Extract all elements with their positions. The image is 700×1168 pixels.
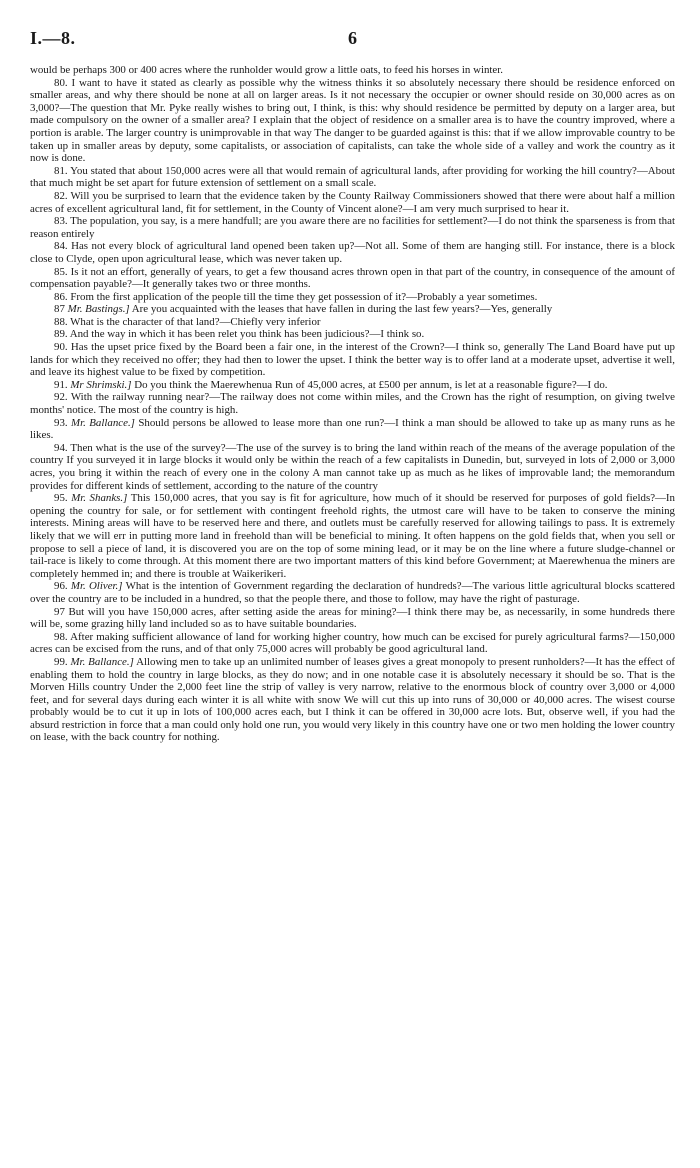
paragraph-text: After making sufficient allowance of land for working higher country, how much can be excised for purely agricultural farms?—150,000 acres can be excised from the runs, and of that only 75,000 acres will probably be good agricultural land. [30, 630, 675, 656]
paragraph-text: The population, you say, is a mere handfull; are you aware there are no facilities for settlement?—I do not think the sparseness is from that reason entirely [30, 215, 675, 240]
speaker-name: Mr. Shanks.] [71, 492, 128, 505]
question-paragraph [30, 606, 675, 631]
paragraph-text: From the first application of the people till the time they get possession of it?—Probably a year sometimes. [70, 290, 538, 303]
question-paragraph [30, 165, 675, 190]
question-number: 87 [54, 303, 65, 316]
question-number: 82. [54, 189, 68, 202]
document-body [30, 64, 675, 744]
paragraph-text: Will you be surprised to learn that the evidence taken by the County Railway Commissioners showed that there were about half a million acres of excellent agricultural land, fit for settlement, in the County of Vincent alone?—I am very much surprised to hear it. [30, 189, 676, 215]
speaker-name: Mr. Bastings.] [67, 303, 130, 316]
question-paragraph [30, 391, 675, 416]
continued-paragraph [30, 64, 675, 77]
paragraph-text: Then what is the use of the survey?—The use of the survey is to bring the land within reach of the means of the average population of the country If you surveyed it in large blocks it would only be within the reach of a few capitalists in Dunedin, but, surveyed in lots of 2,000 or 3,000 acres, you bring it within the reach of every one in the colony A man cannot take up as much as he likes of improvable land; the memorandum provides for different kinds of settlement, according to the nature of the country [30, 441, 675, 492]
question-paragraph [30, 77, 675, 165]
paragraph-text: Should persons be allowed to lease more than one run?—I think a man should be allowed to take up as many runs as he likes. [30, 416, 675, 442]
question-number: 88. [54, 315, 68, 328]
paragraph-text: With the railway running near?—The railway does not come within miles, and the Crown has the right of resumption, on giving twelve months' notice. The most of the country is high. [30, 391, 675, 417]
question-paragraph [30, 215, 675, 240]
paragraph-text: Has the upset price fixed by the Board been a fair one, in the interest of the Crown?—I think so, generally The Land Board have put up lands for which they received no offer; they had then to lower the upset. I think the better way is to offer land at a moderate upset, advertise it well, and leave its highest value to be fixed by competition. [30, 341, 676, 379]
question-number: 81. [54, 164, 68, 177]
paragraph-text: would be perhaps 300 or 400 acres where the runholder would grow a little oats, to feed his horses in winter. [30, 64, 504, 76]
question-number: 93. [54, 416, 68, 429]
question-number: 94. [54, 441, 68, 454]
question-number: 83. [54, 215, 68, 228]
question-number: 92. [54, 391, 68, 404]
question-number: 89. [54, 328, 68, 341]
question-paragraph [30, 417, 675, 442]
paragraph-text: Allowing men to take up an unlimited number of leases gives a great monopoly to present runholders?—It has the effect of enabling them to hold the country in large blocks, as they do now; and in one notable case it is absolutely necessary it should be so. That is the Morven Hills country Under the 2,000 feet line the strip of valley is very narrow, relative to the enormous block of country over 3,000 or 4,000 feet, and for several days during each winter it is all white with snow We will cut this up into runs of 30,000 or 40,000 acres. The wisest course probably would be to cut it up in lots of 100,000 acres each, but I think it can be offered in 30,000 acre lots. But, observe well, if you had the absurd restriction in force that a man could only hold one run, you would very likely in this country have one or two men holding the lower country on lease, with the back country for nothing. [30, 655, 676, 744]
question-paragraph [30, 379, 675, 392]
question-paragraph [30, 316, 675, 329]
question-paragraph [30, 190, 675, 215]
paragraph-text: You stated that about 150,000 acres were all that would remain of agricultural lands, after providing for working the hill country?—About that much might be set apart for future extension of settlement on a small scale. [30, 164, 675, 190]
speaker-name: Mr. Oliver.] [70, 580, 123, 593]
question-paragraph [30, 580, 675, 605]
paragraph-text: Has not every block of agricultural land opened been taken up?—Not all. Some of them are hanging still. For instance, there is a block close to Clyde, open upon agricultural lease, which was never taken up. [30, 240, 675, 265]
question-paragraph [30, 492, 675, 580]
speaker-name: Mr. Ballance.] [71, 416, 135, 429]
question-paragraph [30, 303, 675, 316]
speaker-name: Mr Shrimski.] [70, 378, 132, 391]
question-paragraph [30, 656, 675, 744]
paragraph-text: Is it not an effort, generally of years, to get a few thousand acres thrown open in that part of the country, in consequence of the amount of compensation payable?—It generally takes two or three months. [30, 265, 675, 291]
question-paragraph [30, 442, 675, 492]
paragraph-text: What is the character of that land?—Chiefly very inferior [70, 315, 321, 328]
question-number: 91. [54, 378, 68, 391]
paper-reference: I.—8. [30, 28, 76, 48]
question-number: 97 [54, 605, 65, 618]
question-number: 99. [54, 655, 68, 668]
question-number: 80. [54, 76, 68, 89]
question-paragraph [30, 328, 675, 341]
question-number: 85. [54, 265, 68, 278]
speaker-name: Mr. Ballance.] [70, 655, 134, 668]
paragraph-text: And the way in which it has been relet you think has been judicious?—I think so. [69, 328, 425, 341]
question-paragraph [30, 240, 675, 265]
question-paragraph [30, 341, 675, 379]
question-number: 86. [54, 290, 68, 303]
question-paragraph [30, 266, 675, 291]
question-paragraph [30, 291, 675, 304]
page-header [30, 28, 675, 64]
paragraph-text: This 150,000 acres, that you say is fit for agriculture, how much of it should be reserved for purposes of gold fields?—In opening the country for sale, or for settlement with contingent freehold rights, the utmost care will have to be taken to conserve the mining interests. Mining areas will have to be reserved here and there, and outlets must be carefully reserved for allowing tailings to pass. It is extremely likely that we will err in putting more land in freehold than will be beneficial to mining. It often happens on the gold fields that, when you sell or propose to sell a piece of land, it is discovered you are on the top of some mining lead, or it may be on the line where a future sludge-channel or tail-race is likely to come through. At this moment there are two important matters of this kind before Government; at Maerewhenua the miners are completely hemmed in; and there is trouble at Waikerikeri. [30, 492, 675, 580]
question-number: 98. [54, 630, 68, 643]
paragraph-text: I want to have it stated as clearly as possible why the witness thinks it so absolutely necessary there should be residence enforced on smaller areas, and why there should be none at all on larger areas. Is it not necessary the occupier or owner should reside on 30,000 acres as on 3,000?—The question that Mr. Pyke really wishes to bring out, I think, is this: why should residence be permitted by deputy on a larger area, but made compulsory on the owner of a smaller area? I explain that the object of residence on a smaller area is to have the country improved, where a portion is arable. The larger country is unimprovable in that way The danger to be guarded against is this: that if we allow improvable country to be taken up in smaller areas by deputy, some capitalists, or association of capitalists, can take the whole side of a valley and work the country as it now is done. [30, 76, 675, 165]
question-number: 90. [54, 341, 68, 354]
paragraph-text: Are you acquainted with the leases that have fallen in during the last few years?—Yes, generally [131, 303, 553, 316]
paragraph-text: What is the intention of Government regarding the declaration of hundreds?—The various little agricultural blocks scattered over the country are to be included in a hundred, so that the people there, and those to follow, may have the right of pasturage. [30, 580, 675, 605]
page-number: 6 [348, 28, 357, 48]
question-number: 95. [54, 492, 68, 505]
question-paragraph [30, 631, 675, 656]
question-number: 84. [54, 240, 68, 253]
document-page [30, 28, 675, 744]
paragraph-text: Do you think the Maerewhenua Run of 45,000 acres, at £500 per annum, is let at a reasonable figure?—I do. [134, 378, 608, 391]
paragraph-text: But will you have 150,000 acres, after setting aside the areas for mining?—I think there may be, as necessarily, in some hundreds there will be, some grazing hilly land included so as to have suitable boundaries. [30, 605, 675, 631]
question-number: 96. [54, 580, 68, 593]
